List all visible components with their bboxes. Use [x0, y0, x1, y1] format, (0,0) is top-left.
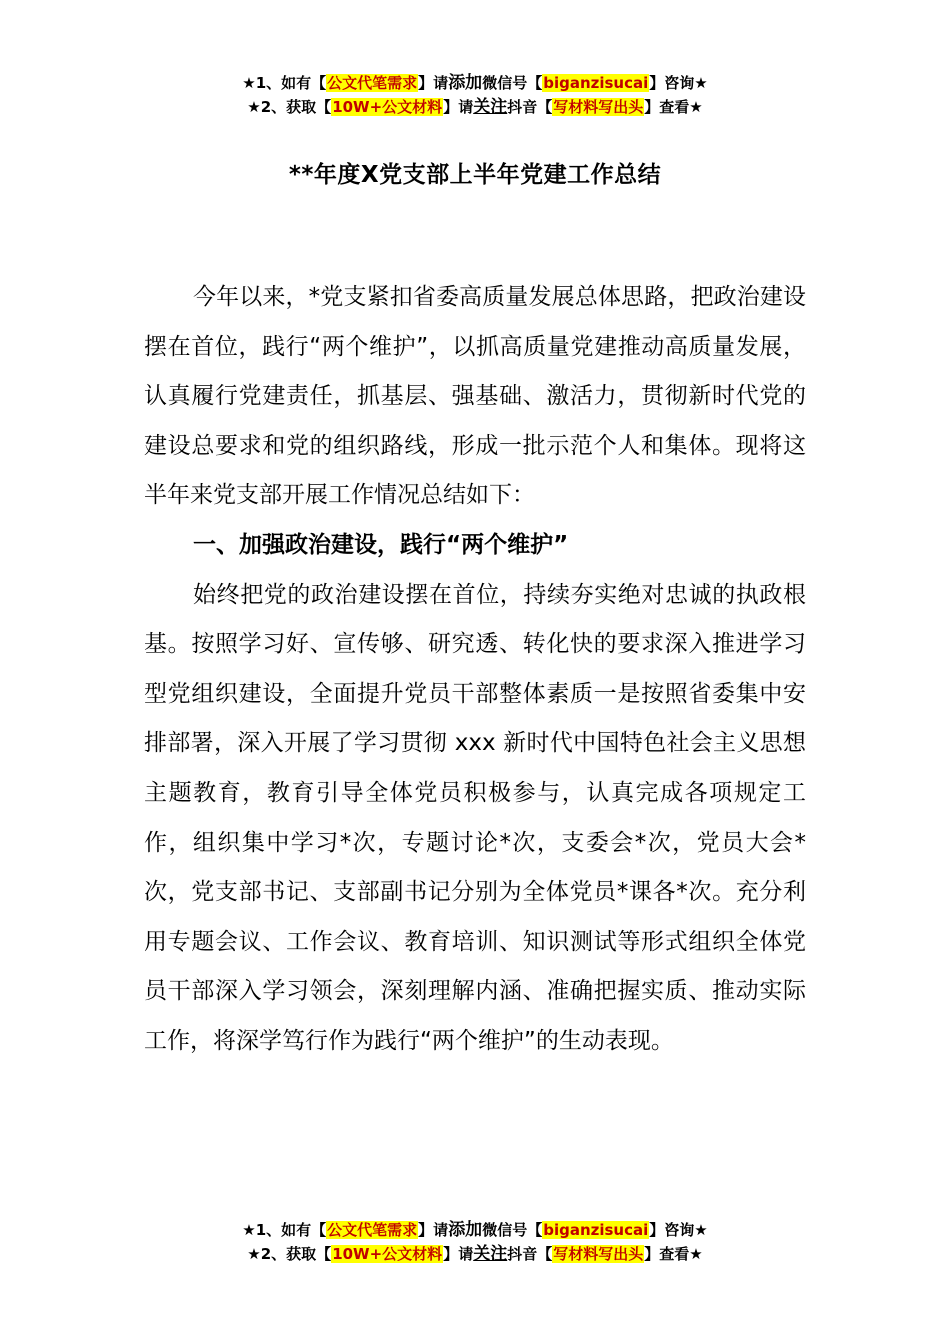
highlight-service: 公文代笔需求 — [327, 74, 418, 92]
highlight-douyin: 写材料写出头 — [553, 98, 644, 116]
banner-text: 微信号【 — [482, 74, 543, 92]
banner-text: 】咨询 — [649, 1221, 695, 1239]
star-icon: ★ — [242, 1221, 256, 1239]
banner-text: 】请 — [418, 1221, 449, 1239]
footer-banner — [0, 1218, 950, 1266]
banner-emphasis: 关注 — [473, 1244, 508, 1264]
banner-text: 2、获取【 — [260, 98, 332, 116]
banner-text: 】请 — [443, 98, 474, 116]
star-icon: ★ — [247, 98, 261, 116]
header-banner — [0, 71, 950, 119]
banner-text: 】请 — [418, 74, 449, 92]
star-icon: ★ — [694, 74, 708, 92]
banner-text: 】咨询 — [649, 74, 695, 92]
highlight-service: 公文代笔需求 — [327, 1221, 418, 1239]
star-icon: ★ — [247, 1245, 261, 1263]
intro-paragraph: 今年以来，*党支紧扣省委高质量发展总体思路，把政治建设摆在首位，践行“两个维护”，以抓高质量党建推动高质量发展，认真履行党建责任，抓基层、强基础、激活力，贯彻新时代党的建设总要求和党的组织路线，形成一批示范个人和集体。现将这半年来党支部开展工作情况总结如下： — [144, 284, 806, 509]
banner-text: 1、如有【 — [255, 74, 327, 92]
highlight-douyin: 写材料写出头 — [553, 1245, 644, 1263]
banner-text: 抖音【 — [507, 1245, 553, 1263]
banner-text: 】查看 — [644, 98, 690, 116]
document-title: **年度X党支部上半年党建工作总结 — [288, 162, 662, 188]
banner-emphasis: 关注 — [473, 97, 508, 117]
banner-text: 】查看 — [644, 1245, 690, 1263]
banner-text: 微信号【 — [482, 1221, 543, 1239]
section-paragraph: 始终把党的政治建设摆在首位，持续夯实绝对忠诚的执政根基。按照学习好、宣传够、研究透、转化快的要求深入推进学习型党组织建设，全面提升党员干部整体素质一是按照省委集中安排部署，深入开展了学习贯彻 xxx 新时代中国特色社会主义思想主题教育，教育引导全体党员积极参与，认真完成各项规定工作，组织集中学习*次，专题讨论*次，支委会*次，党员大会*次，党支部书记、支部副书记分别为全体党员*课各*次。充分利用专题会议、工作会议、教育培训、知识测试等形式组织全体党员干部深入学习领会，深刻理解内涵、准确把握实质、推动实际工作，将深学笃行作为践行“两个维护”的生动表现。 — [144, 581, 806, 1054]
highlight-materials: 10W+公文材料 — [332, 98, 443, 116]
star-icon: ★ — [242, 74, 256, 92]
section-heading: 一、加强政治建设，践行“两个维护” — [193, 531, 569, 558]
document-body — [144, 273, 806, 1067]
star-icon: ★ — [689, 98, 703, 116]
banner-line-2 — [0, 1242, 950, 1266]
banner-emphasis: 添加 — [448, 1220, 483, 1240]
banner-line-1 — [0, 71, 950, 95]
star-icon: ★ — [689, 1245, 703, 1263]
banner-text: 抖音【 — [507, 98, 553, 116]
banner-text: 2、获取【 — [260, 1245, 332, 1263]
highlight-wechat-id: biganzisucai — [543, 1221, 649, 1239]
banner-line-2 — [0, 95, 950, 119]
banner-text: 1、如有【 — [255, 1221, 327, 1239]
highlight-materials: 10W+公文材料 — [332, 1245, 443, 1263]
banner-line-1 — [0, 1218, 950, 1242]
banner-text: 】请 — [443, 1245, 474, 1263]
star-icon: ★ — [694, 1221, 708, 1239]
banner-emphasis: 添加 — [448, 73, 483, 93]
highlight-wechat-id: biganzisucai — [543, 74, 649, 92]
